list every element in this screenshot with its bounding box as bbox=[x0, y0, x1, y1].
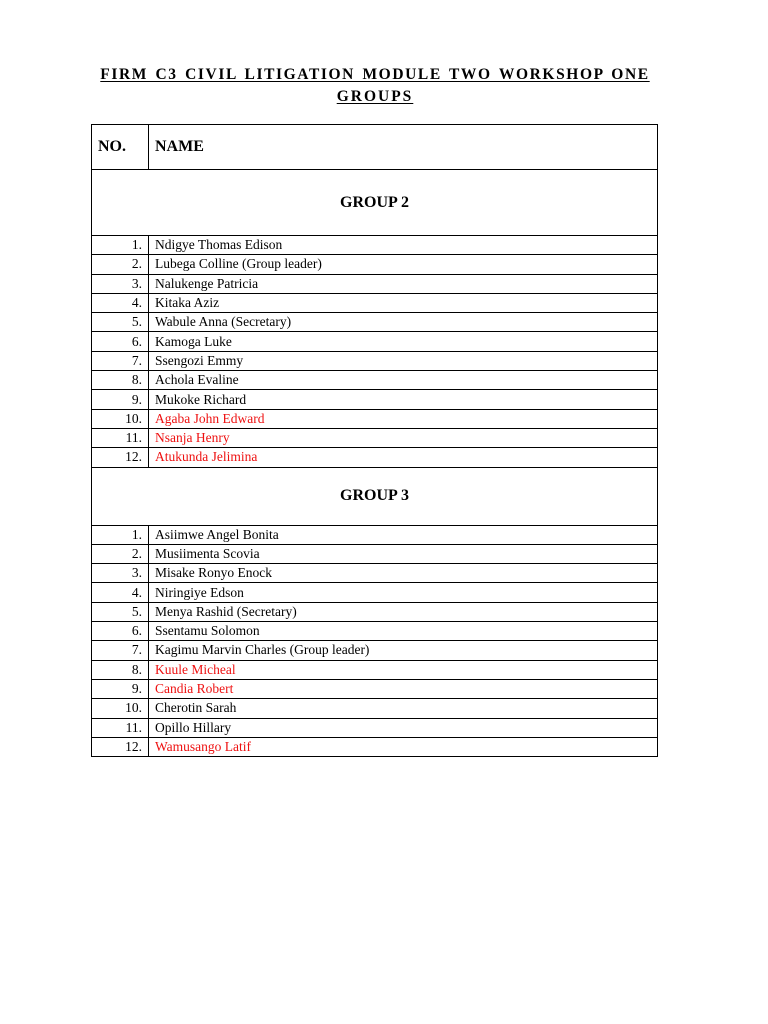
member-number: 1. bbox=[92, 525, 149, 544]
table-row bbox=[92, 332, 658, 351]
table-row bbox=[92, 351, 658, 370]
table-row bbox=[92, 313, 658, 332]
member-number: 6. bbox=[92, 622, 149, 641]
member-name: Candia Robert bbox=[149, 679, 658, 698]
member-number: 6. bbox=[92, 332, 149, 351]
member-number: 8. bbox=[92, 660, 149, 679]
member-number: 5. bbox=[92, 602, 149, 621]
title-line-2: GROUPS bbox=[336, 88, 414, 105]
group-roster-table bbox=[91, 124, 658, 757]
table-row bbox=[92, 371, 658, 390]
table-header-row bbox=[92, 125, 658, 170]
member-name: Cherotin Sarah bbox=[149, 699, 658, 718]
table-row bbox=[92, 679, 658, 698]
table-row bbox=[92, 255, 658, 274]
member-name: Lubega Colline (Group leader) bbox=[149, 255, 658, 274]
member-name: Opillo Hillary bbox=[149, 718, 658, 737]
member-number: 7. bbox=[92, 641, 149, 660]
member-name: Ssentamu Solomon bbox=[149, 622, 658, 641]
member-number: 10. bbox=[92, 699, 149, 718]
table-row bbox=[92, 274, 658, 293]
table-row bbox=[92, 544, 658, 563]
member-number: 12. bbox=[92, 448, 149, 467]
title-line-1: FIRM C3 CIVIL LITIGATION MODULE TWO WORKSHOP ONE bbox=[100, 66, 650, 83]
table-row bbox=[92, 409, 658, 428]
table-row bbox=[92, 737, 658, 756]
table-row bbox=[92, 448, 658, 467]
table-row bbox=[92, 602, 658, 621]
member-name: Niringiye Edson bbox=[149, 583, 658, 602]
column-header-name: NAME bbox=[149, 125, 658, 170]
member-name: Kuule Micheal bbox=[149, 660, 658, 679]
column-header-no: NO. bbox=[92, 125, 149, 170]
table-row bbox=[92, 428, 658, 447]
member-number: 2. bbox=[92, 544, 149, 563]
table-row bbox=[92, 236, 658, 255]
member-name: Mukoke Richard bbox=[149, 390, 658, 409]
table-row bbox=[92, 525, 658, 544]
member-name: Asiimwe Angel Bonita bbox=[149, 525, 658, 544]
member-name: Ndigye Thomas Edison bbox=[149, 236, 658, 255]
member-number: 4. bbox=[92, 583, 149, 602]
member-name: Wabule Anna (Secretary) bbox=[149, 313, 658, 332]
member-name: Wamusango Latif bbox=[149, 737, 658, 756]
member-name: Achola Evaline bbox=[149, 371, 658, 390]
member-name: Menya Rashid (Secretary) bbox=[149, 602, 658, 621]
member-number: 12. bbox=[92, 737, 149, 756]
table-row bbox=[92, 564, 658, 583]
member-name: Kitaka Aziz bbox=[149, 293, 658, 312]
group-heading-row bbox=[92, 467, 658, 525]
member-number: 1. bbox=[92, 236, 149, 255]
member-number: 3. bbox=[92, 274, 149, 293]
member-number: 11. bbox=[92, 428, 149, 447]
member-number: 10. bbox=[92, 409, 149, 428]
member-number: 8. bbox=[92, 371, 149, 390]
member-number: 2. bbox=[92, 255, 149, 274]
member-name: Kamoga Luke bbox=[149, 332, 658, 351]
table-row bbox=[92, 293, 658, 312]
table-row bbox=[92, 718, 658, 737]
group-title: GROUP 2 bbox=[92, 170, 658, 236]
member-name: Misake Ronyo Enock bbox=[149, 564, 658, 583]
member-name: Agaba John Edward bbox=[149, 409, 658, 428]
member-name: Kagimu Marvin Charles (Group leader) bbox=[149, 641, 658, 660]
member-number: 4. bbox=[92, 293, 149, 312]
member-name: Ssengozi Emmy bbox=[149, 351, 658, 370]
member-name: Nalukenge Patricia bbox=[149, 274, 658, 293]
member-number: 5. bbox=[92, 313, 149, 332]
member-number: 7. bbox=[92, 351, 149, 370]
table-row bbox=[92, 583, 658, 602]
document-title bbox=[80, 64, 670, 108]
member-name: Nsanja Henry bbox=[149, 428, 658, 447]
table-row bbox=[92, 641, 658, 660]
table-row bbox=[92, 390, 658, 409]
group-heading-row bbox=[92, 170, 658, 236]
table-row bbox=[92, 699, 658, 718]
member-number: 3. bbox=[92, 564, 149, 583]
member-number: 11. bbox=[92, 718, 149, 737]
member-number: 9. bbox=[92, 679, 149, 698]
member-number: 9. bbox=[92, 390, 149, 409]
member-name: Atukunda Jelimina bbox=[149, 448, 658, 467]
table-row bbox=[92, 622, 658, 641]
table-row bbox=[92, 660, 658, 679]
group-title: GROUP 3 bbox=[92, 467, 658, 525]
member-name: Musiimenta Scovia bbox=[149, 544, 658, 563]
